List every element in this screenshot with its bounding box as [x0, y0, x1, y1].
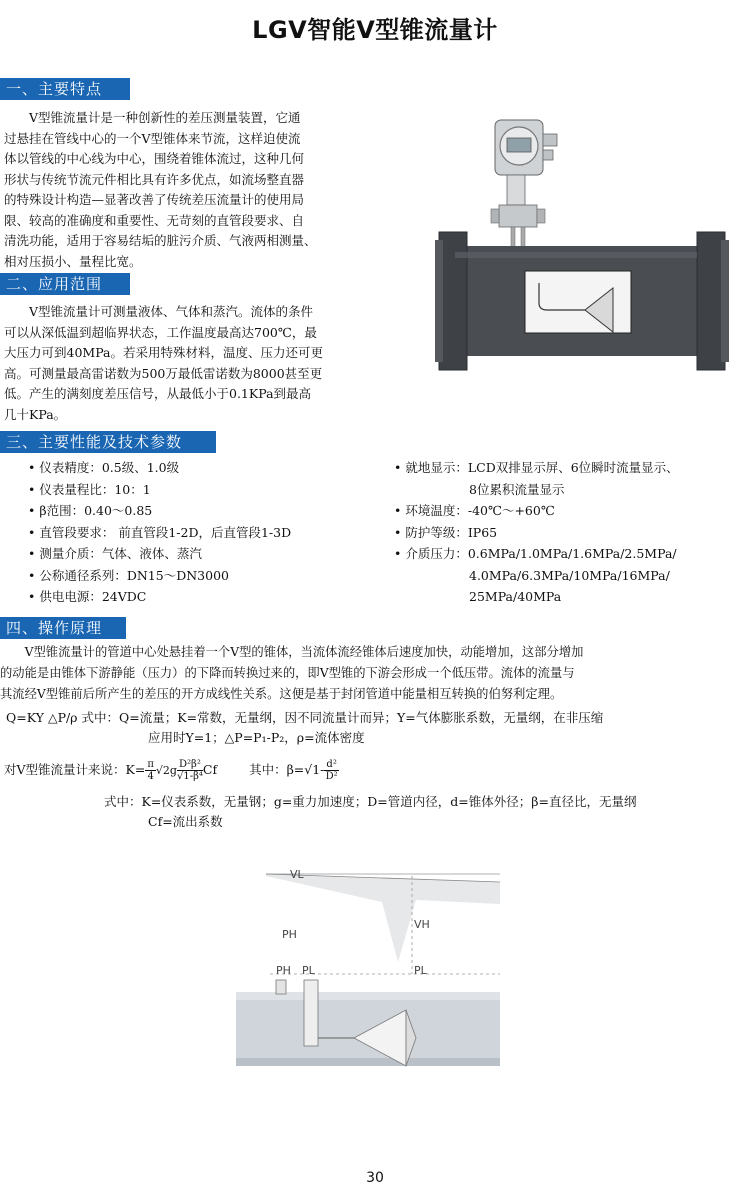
spec-item: 25MPa/40MPa — [394, 589, 562, 604]
ph-tap-label: PH — [276, 964, 291, 977]
spec-item: • 供电电源：24VDC — [28, 589, 147, 604]
text-line: V型锥流量计的管道中心处悬挂着一个V型的锥体，当流体流经锥体后速度加快，动能增加，这部分增加 — [0, 645, 584, 659]
text-line: 几十KPa。 — [4, 406, 67, 422]
pl-label: PL — [414, 964, 427, 977]
formula-pi-over-4 — [145, 759, 156, 782]
spec-item: • 测量介质：气体、液体、蒸汽 — [28, 546, 202, 561]
formula-q-line2: 应用时Y=1；△P=P₁-P₂，ρ=流体密度 — [148, 730, 365, 745]
formula-cf: Cf — [202, 762, 218, 777]
section-header-principle: 四、操作原理 — [0, 617, 126, 639]
spec-item: • 直管段要求： 前直管段1-2D，后直管段1-3D — [28, 524, 292, 540]
text-line: 体以管线的中心线为中心，围绕着锥体流过，这种几何 — [4, 151, 305, 166]
frac-num: D²β² — [177, 759, 203, 771]
text-line: V型锥流量计是一种创新性的差压测量装置，它通 — [4, 110, 301, 125]
flowmeter-product-image — [435, 108, 740, 388]
text-line: 限、较高的准确度和重要性、无苛刻的直管段要求、自 — [4, 212, 305, 228]
frac-num: d² — [326, 759, 337, 770]
text-line: V型锥流量计可测量液体、气体和蒸汽。流体的条件 — [4, 304, 314, 319]
formula-q-line: Q=KY △P/ρ 式中：Q=流量；K=常数，无量纲，因不同流量计而异；Y=气体膨胀系数，无量纲，在非压缩 — [6, 710, 604, 725]
spec-item: • 仪表精度：0.5级、1.0级 — [28, 460, 180, 475]
formula-beta-prefix: 其中：β= — [249, 762, 305, 777]
application-text — [4, 302, 414, 425]
spec-item: 8位累积流量显示 — [394, 481, 565, 497]
text-line: 其流经V型锥前后所产生的差压的开方成线性关系。这便是基于封闭管道中能量相互转换的伯努利定理。 — [0, 687, 563, 701]
spec-item: • 防护等级：IP65 — [394, 524, 498, 540]
spec-item: 4.0MPa/6.3MPa/10MPa/16MPa/ — [394, 567, 670, 583]
formula-sqrt2g: √2g — [155, 764, 177, 777]
spec-item: • 公称通径系列：DN15～DN3000 — [28, 567, 229, 583]
principle-text — [0, 642, 750, 705]
formula-d-beta-fraction — [177, 759, 203, 782]
spec-item: • 环境温度：-40℃～+60℃ — [394, 503, 555, 518]
text-line: 低。产生的满刻度差压信号，从最低小于0.1KPa到最高 — [4, 386, 312, 401]
ph-label: PH — [282, 928, 297, 941]
spec-item: • β范围：0.40～0.85 — [28, 503, 153, 518]
frac-den: D² — [325, 771, 338, 782]
text-line: 相对压损小、量程比宽。 — [4, 253, 142, 269]
pressure-profile-diagram — [236, 862, 506, 1077]
frac-den: 4 — [147, 771, 154, 782]
section-header-application: 二、应用范围 — [0, 273, 130, 295]
text-line: 高。可测量最高雷诺数为500万最低雷诺数为8000甚至更 — [4, 365, 323, 381]
spec-item: • 介质压力：0.6MPa/1.0MPa/1.6MPa/2.5MPa/ — [394, 546, 677, 561]
text-line: 过悬挂在管线中心的一个V型锥体来节流，这样迫使流 — [4, 130, 301, 146]
section-header-specs: 三、主要性能及技术参数 — [0, 431, 216, 453]
formula-d-over-D — [324, 759, 338, 782]
text-line: 的特殊设计构造—显著改善了传统差压流量计的使用局 — [4, 192, 305, 207]
specs-right-list — [394, 457, 679, 608]
text-line: 形状与传统节流元件相比具有许多优点，如流场整直器 — [4, 171, 305, 187]
formula-k — [4, 752, 339, 792]
text-line: 大压力可到40MPa。若采用特殊材料，温度、压力还可更 — [4, 345, 324, 360]
spec-item: • 仪表量程比：10：1 — [28, 481, 151, 497]
section-header-features: 一、主要特点 — [0, 78, 130, 100]
vl-label: VL — [290, 868, 304, 881]
text-line: 可以从深低温到超临界状态，工作温度最高达700℃，最 — [4, 324, 317, 340]
formula-explanation-2: Cf=流出系数 — [148, 814, 223, 829]
frac-num: π — [147, 759, 154, 770]
formula-explanation: 式中：K=仪表系数，无量钢；g=重力加速度；D=管道内径，d=锥体外径；β=直径比，无量纲 — [104, 794, 637, 809]
pl-tap-label: PL — [302, 964, 315, 977]
vh-label: VH — [414, 918, 430, 931]
formula-k-prefix: 对V型锥流量计来说：K= — [4, 762, 146, 777]
spec-item: • 就地显示：LCD双排显示屏、6位瞬时流量显示、 — [394, 460, 679, 475]
page-number: 30 — [366, 1170, 384, 1186]
text-line: 的动能是由锥体下游静能（压力）的下降而转换过来的，即V型锥的下游会形成一个低压带。流体的流量与 — [0, 666, 575, 680]
formula-beta-sqrt: √1- — [304, 762, 325, 777]
page-title: LGV智能V型锥流量计 — [252, 16, 498, 44]
specs-left-list — [28, 457, 291, 608]
features-text — [4, 108, 414, 272]
text-line: 清洗功能，适用于容易结垢的脏污介质、气液两相测量、 — [4, 233, 317, 248]
frac-den: √1-β⁴ — [176, 771, 203, 782]
